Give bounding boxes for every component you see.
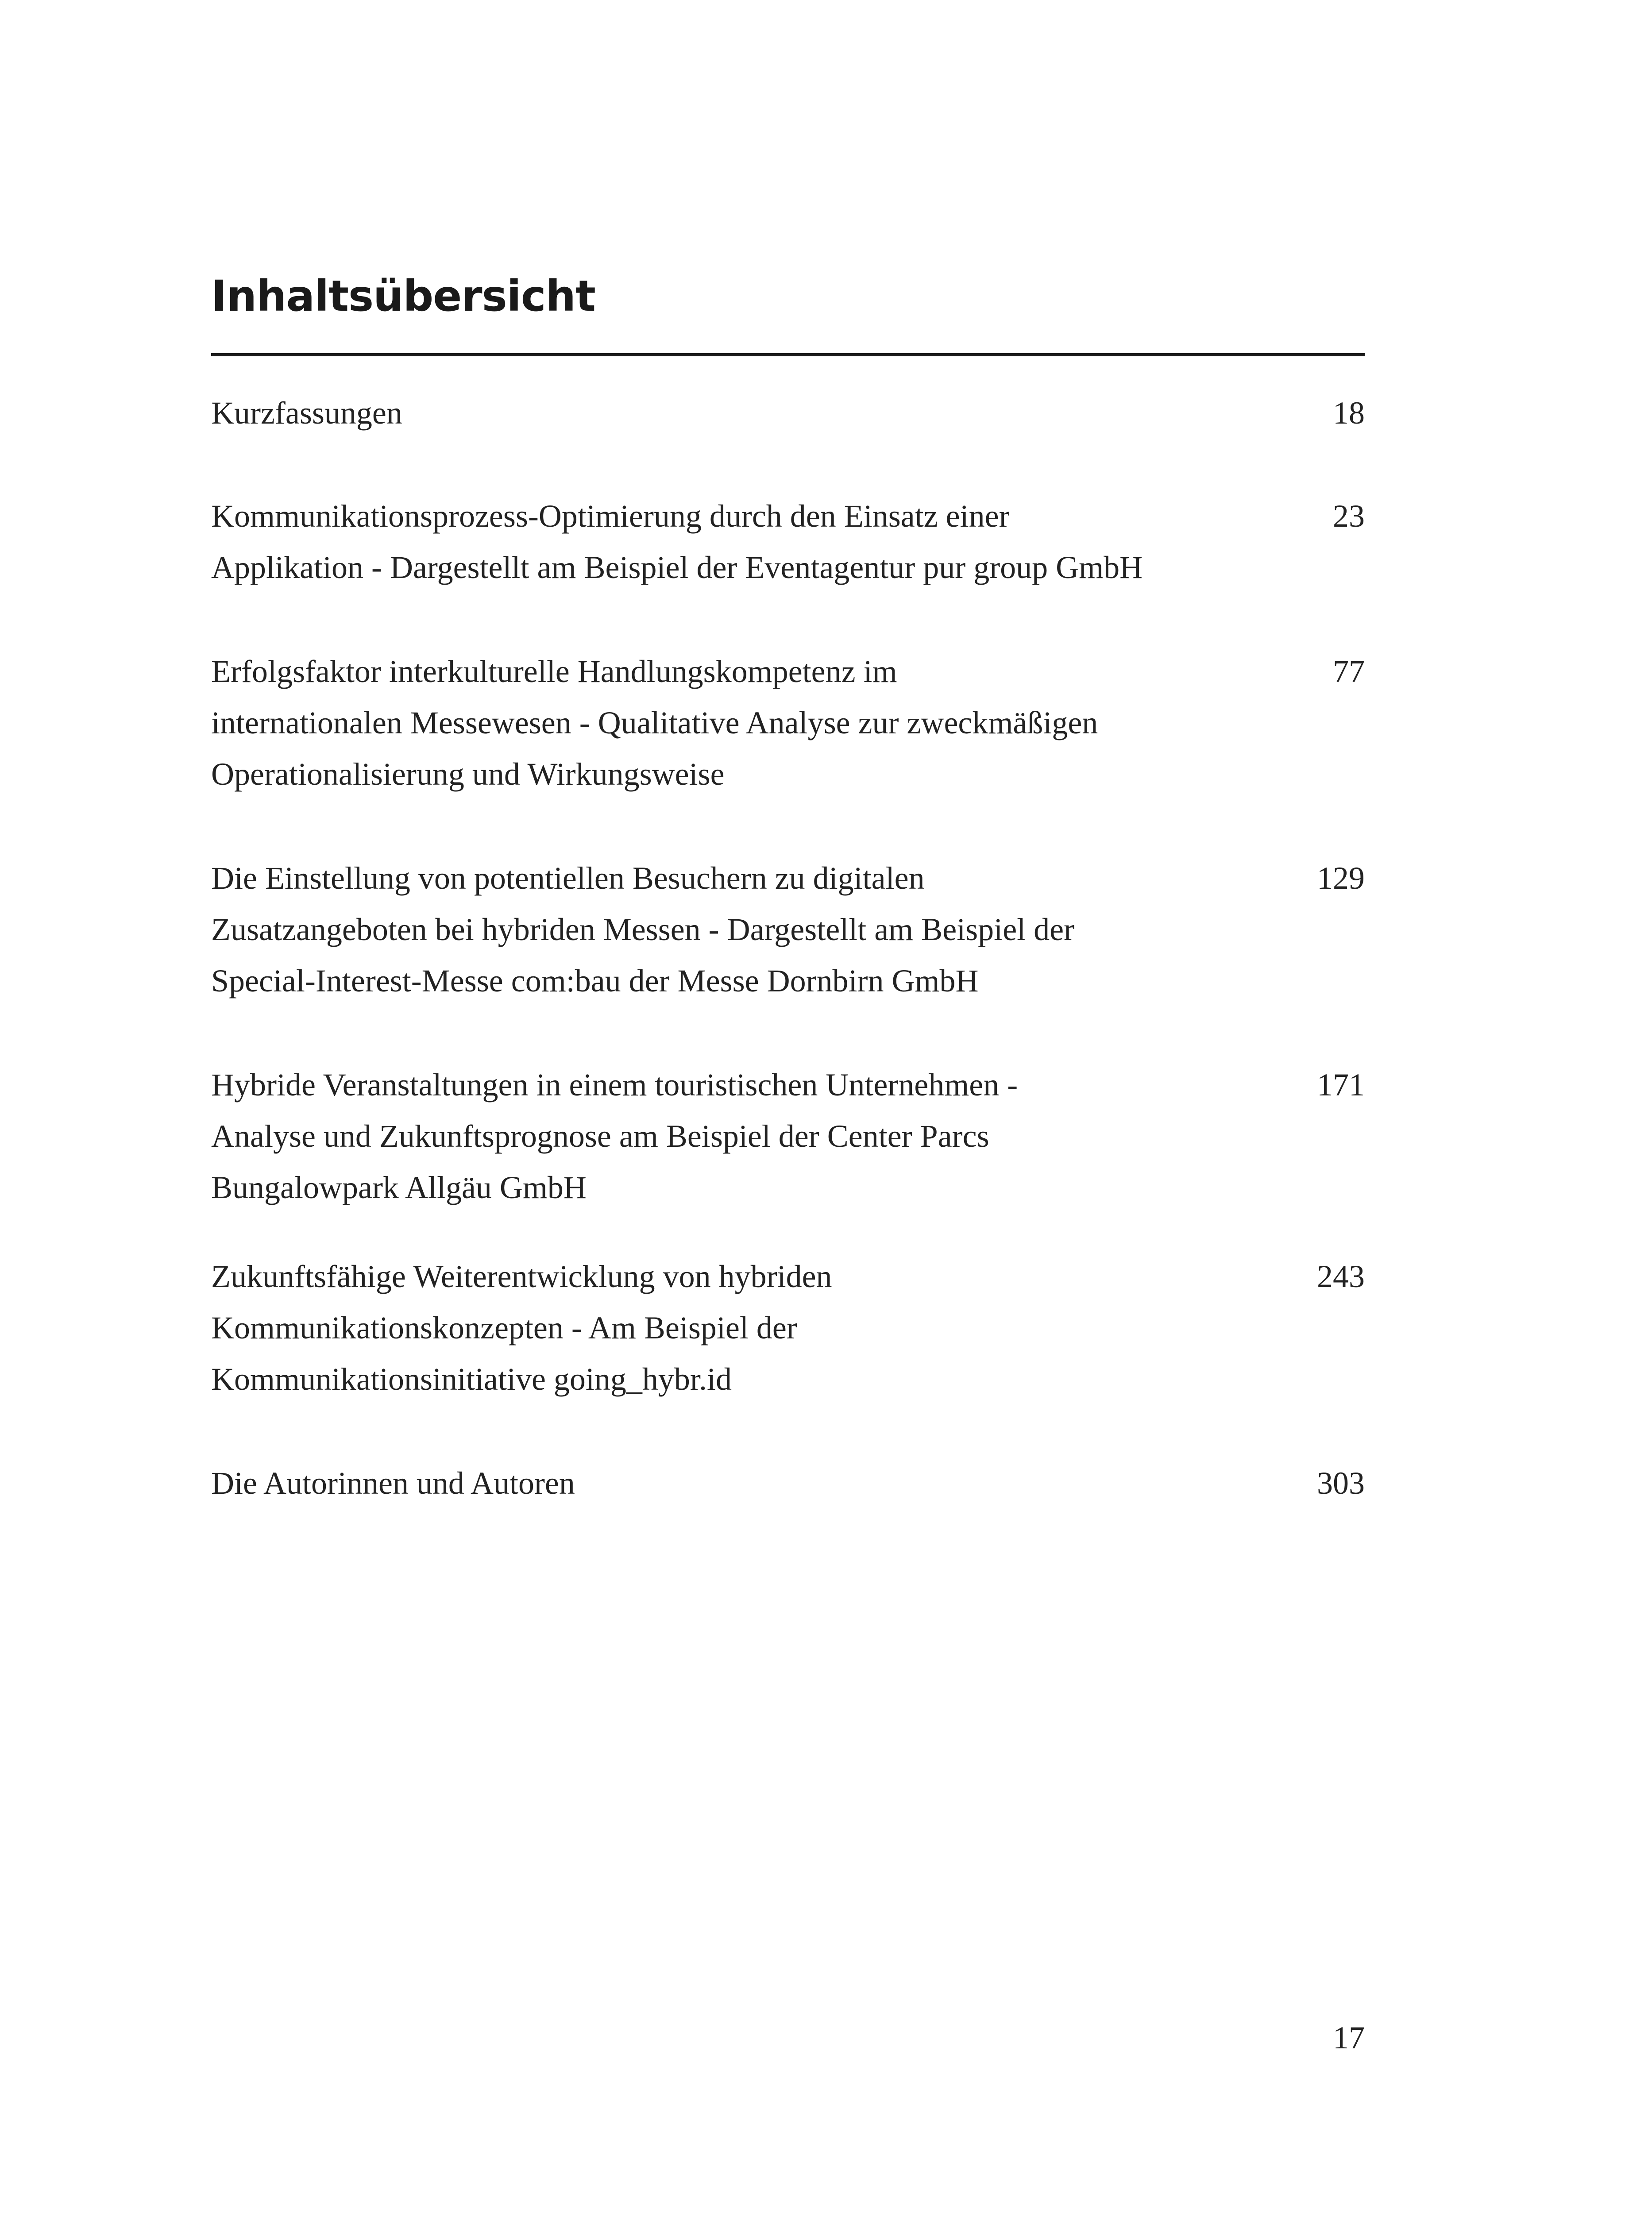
page-number: 17 <box>1333 2020 1365 2055</box>
toc-heading: Inhaltsübersicht <box>211 271 595 321</box>
toc-entry-page: 77 <box>1333 654 1365 689</box>
toc-entry-page: 243 <box>1317 1259 1365 1294</box>
toc-entry <box>211 1251 1365 1405</box>
toc-entry-title: Zukunftsfähige Weiterentwicklung von hybriden Kommunikationskonzepten - Am Beispiel der Kommunikationsinitiative going_hybr.id <box>211 1259 832 1397</box>
toc-entry <box>211 1059 1365 1213</box>
toc-entry-page: 23 <box>1333 498 1365 534</box>
toc-entry <box>211 646 1365 800</box>
toc-entry-page: 303 <box>1317 1465 1365 1501</box>
toc-entry-title: Hybride Veranstaltungen in einem touristischen Unternehmen - Analyse und Zukunftsprognose am Beispiel der Center Parcs Bungalowpark Allgäu GmbH <box>211 1067 1018 1205</box>
heading-divider <box>211 353 1365 356</box>
toc-entry-page: 18 <box>1333 395 1365 431</box>
toc-entry-page: 129 <box>1317 860 1365 896</box>
toc-entry <box>211 387 1365 439</box>
toc-entry <box>211 490 1365 593</box>
toc-entry <box>211 852 1365 1006</box>
toc-entry <box>211 1457 1365 1509</box>
toc-entry-title: Kurzfassungen <box>211 395 402 431</box>
toc-entry-title: Die Autorinnen und Autoren <box>211 1465 575 1501</box>
toc-entry-title: Kommunikationsprozess-Optimierung durch den Einsatz einer Applikation - Dargestellt am Beispiel der Eventagentur pur group GmbH <box>211 498 1143 585</box>
toc-entry-page: 171 <box>1317 1067 1365 1103</box>
toc-entry-title: Erfolgsfaktor interkulturelle Handlungskompetenz im internationalen Messewesen - Qualitative Analyse zur zweckmäßigen Operationalisierung und Wirkungsweise <box>211 654 1098 792</box>
toc-entry-title: Die Einstellung von potentiellen Besuchern zu digitalen Zusatzangeboten bei hybriden Messen - Dargestellt am Beispiel der Special-Interest-Messe com:bau der Messe Dornbirn GmbH <box>211 860 1075 999</box>
